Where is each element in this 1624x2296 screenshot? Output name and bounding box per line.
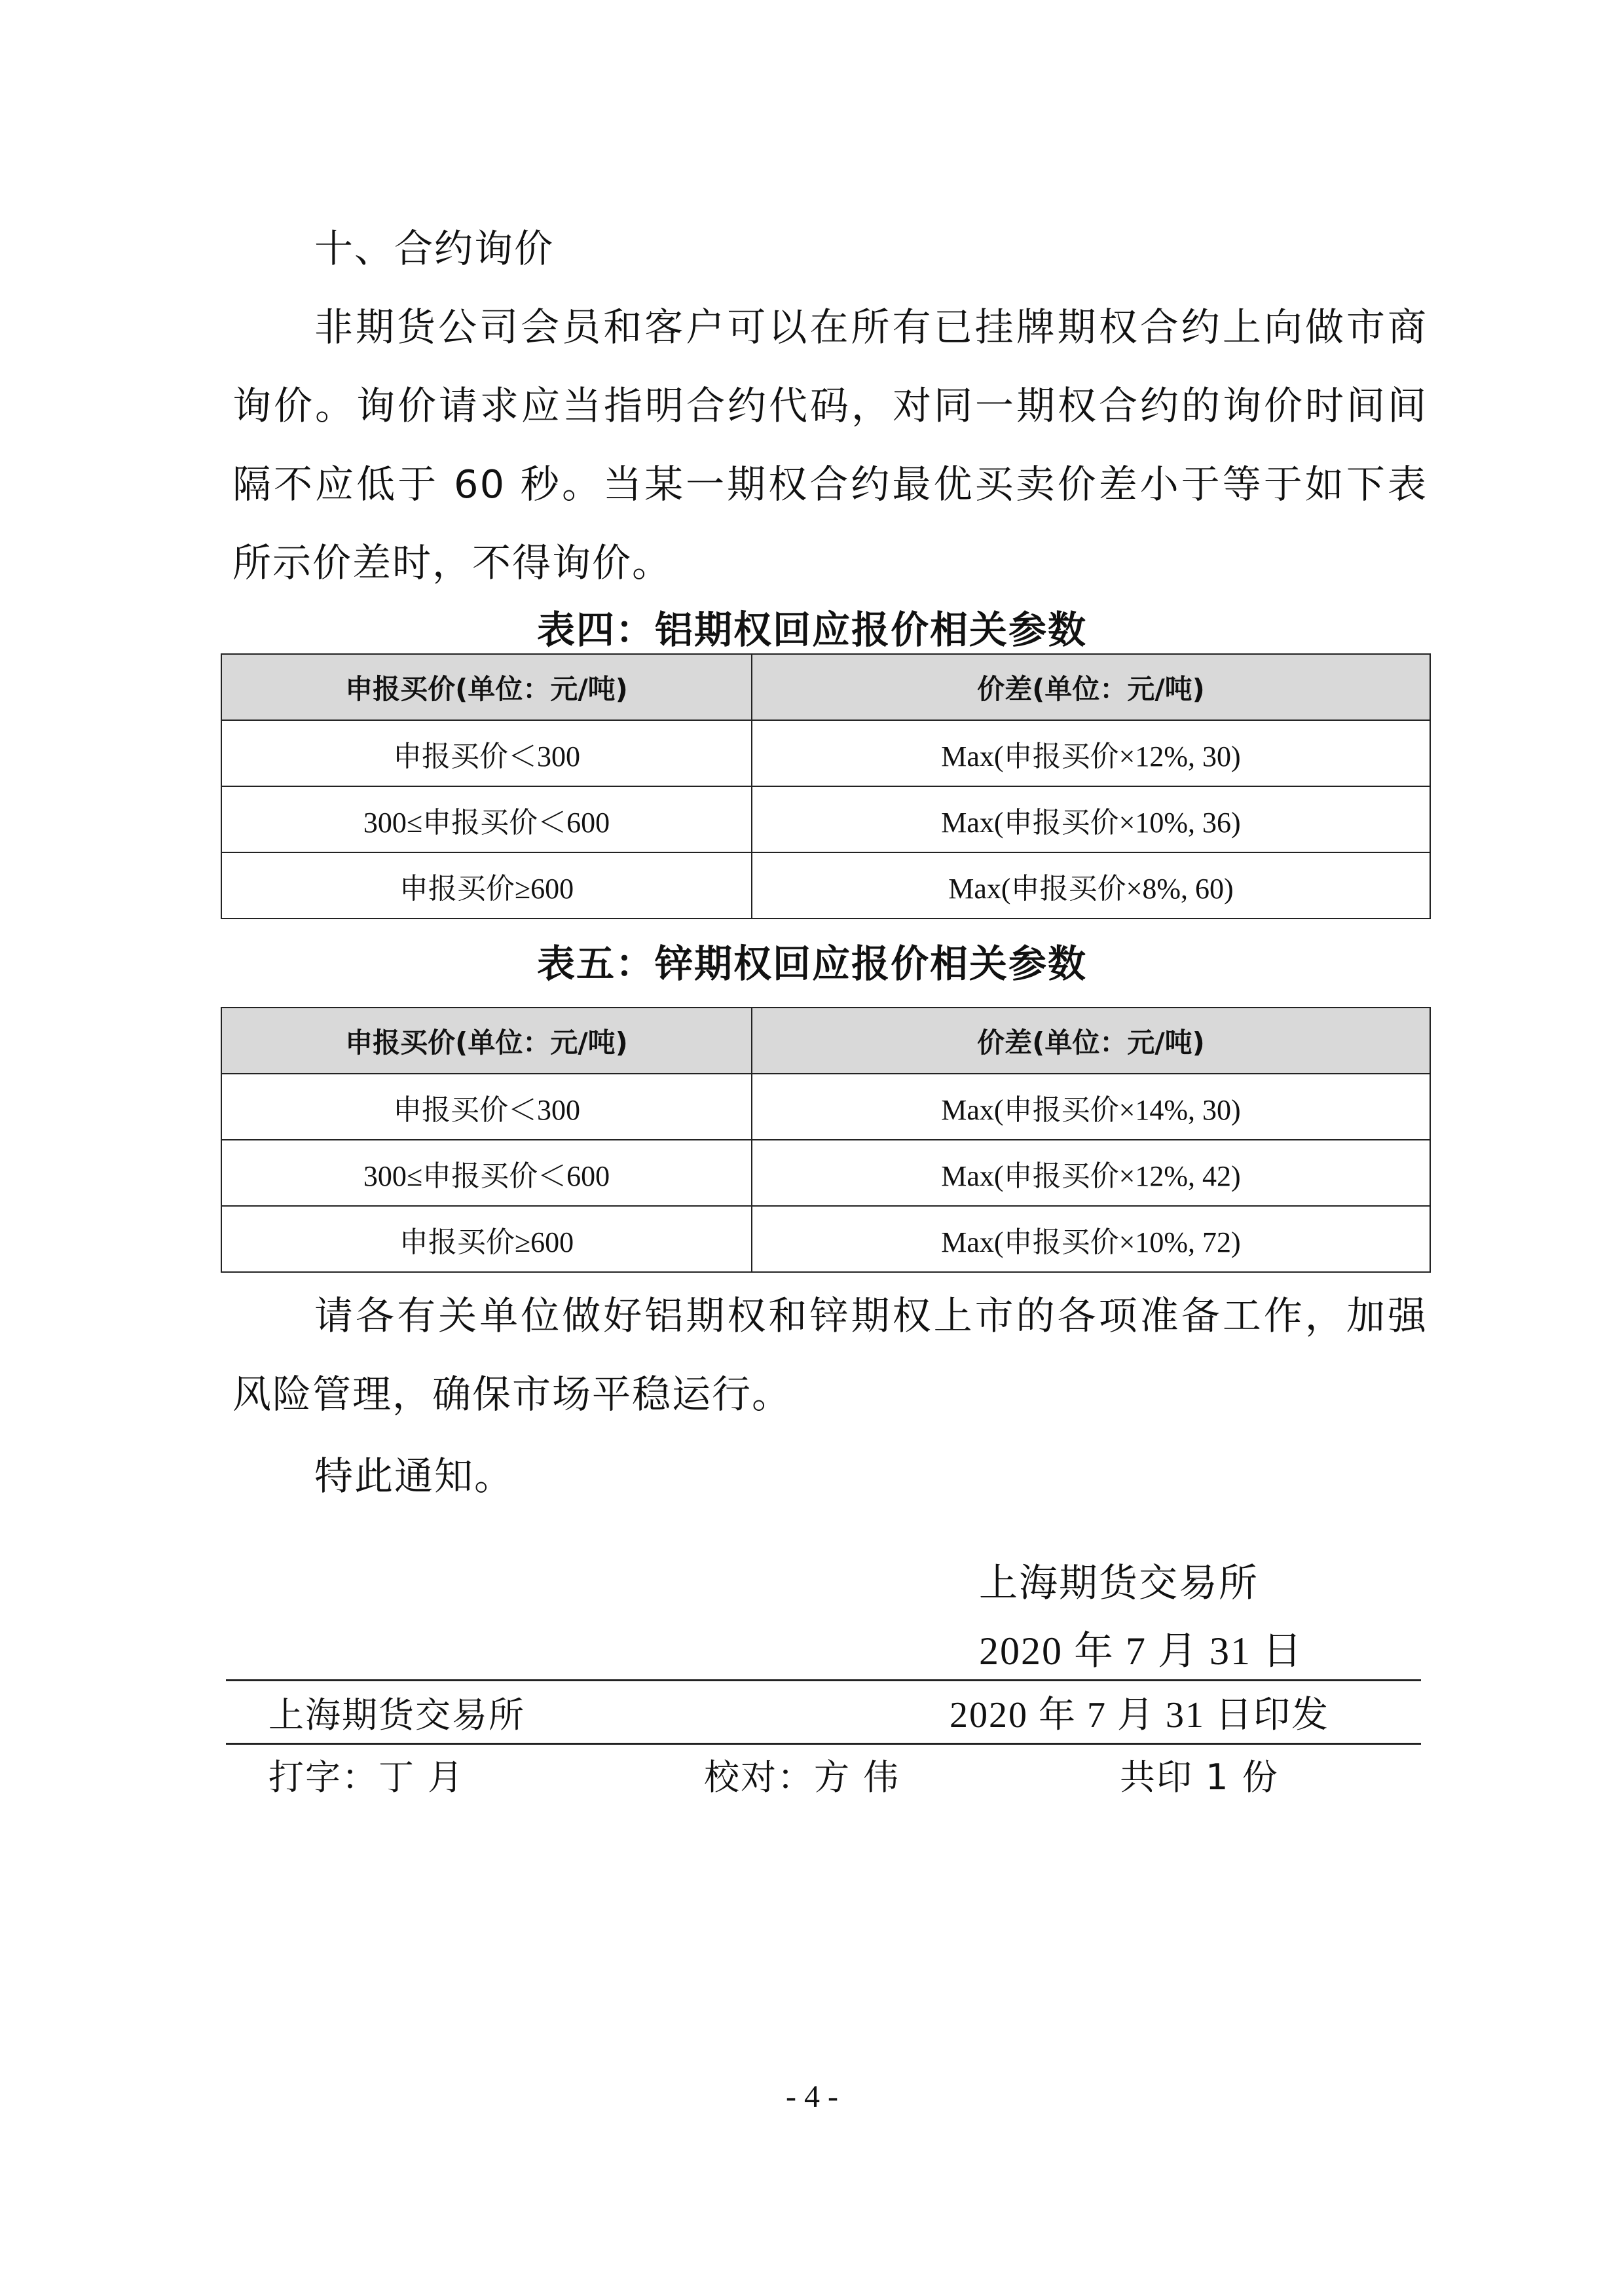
table-row: [221, 1074, 1430, 1140]
footer-proofreader: 校对：方 伟: [704, 1757, 900, 1798]
footer-typist: 打字：丁 月: [268, 1757, 465, 1798]
footer-issuer: 上海期货交易所: [268, 1694, 525, 1736]
footer-divider-top: [226, 1679, 1421, 1681]
table-cell: Max(申报买价×12%, 30): [752, 720, 1430, 786]
table-header-cell: 价差(单位：元/吨): [752, 1008, 1430, 1074]
signature-date: 2020 年 7 月 31 日: [979, 1630, 1303, 1673]
closing-notice: 特此通知。: [314, 1453, 515, 1499]
table-row: [221, 720, 1430, 786]
table-cell: 申报买价≥600: [221, 852, 752, 919]
page-number: - 4 -: [786, 2079, 838, 2114]
table5: [221, 1007, 1431, 1273]
table4: [221, 653, 1431, 919]
table-cell: Max(申报买价×14%, 30): [752, 1074, 1430, 1140]
table-cell: 300≤申报买价＜600: [221, 786, 752, 852]
table-cell: Max(申报买价×8%, 60): [752, 852, 1430, 919]
table-cell: 申报买价＜300: [221, 720, 752, 786]
table-header-cell: 申报买价(单位：元/吨): [221, 654, 752, 720]
table-cell: 申报买价＜300: [221, 1074, 752, 1140]
table-row: [221, 786, 1430, 852]
table-header-cell: 价差(单位：元/吨): [752, 654, 1430, 720]
footer-divider-bottom: [226, 1743, 1421, 1745]
closing-paragraph: 请各有关单位做好铝期权和锌期权上市的各项准备工作，加强风险管理，确保市场平稳运行。: [232, 1293, 1428, 1417]
table-row: [221, 1140, 1430, 1206]
table-cell: Max(申报买价×10%, 36): [752, 786, 1430, 852]
footer-issue-date: 2020 年 7 月 31 日印发: [950, 1695, 1329, 1736]
table-row: [221, 852, 1430, 919]
table-header-row: [221, 1008, 1430, 1074]
table-cell: 300≤申报买价＜600: [221, 1140, 752, 1206]
table5-caption: 表五：锌期权回应报价相关参数: [536, 941, 1087, 986]
table4-caption: 表四：铝期权回应报价相关参数: [536, 608, 1087, 652]
table-header-row: [221, 654, 1430, 720]
section-paragraph: 非期货公司会员和客户可以在所有已挂牌期权合约上向做市商询价。询价请求应当指明合约代码，对同一期权合约的询价时间间隔不应低于 60 秒。当某一期权合约最优买卖价差小于等于如下表所示价差时，不得询价。: [232, 304, 1428, 585]
footer-copies: 共印 1 份: [1120, 1757, 1279, 1798]
table-header-cell: 申报买价(单位：元/吨): [221, 1008, 752, 1074]
signature-issuer: 上海期货交易所: [979, 1560, 1259, 1605]
table-cell: Max(申报买价×12%, 42): [752, 1140, 1430, 1206]
table-cell: Max(申报买价×10%, 72): [752, 1206, 1430, 1272]
table-cell: 申报买价≥600: [221, 1206, 752, 1272]
section-heading: 十、合约询价: [314, 226, 555, 271]
table-row: [221, 1206, 1430, 1272]
